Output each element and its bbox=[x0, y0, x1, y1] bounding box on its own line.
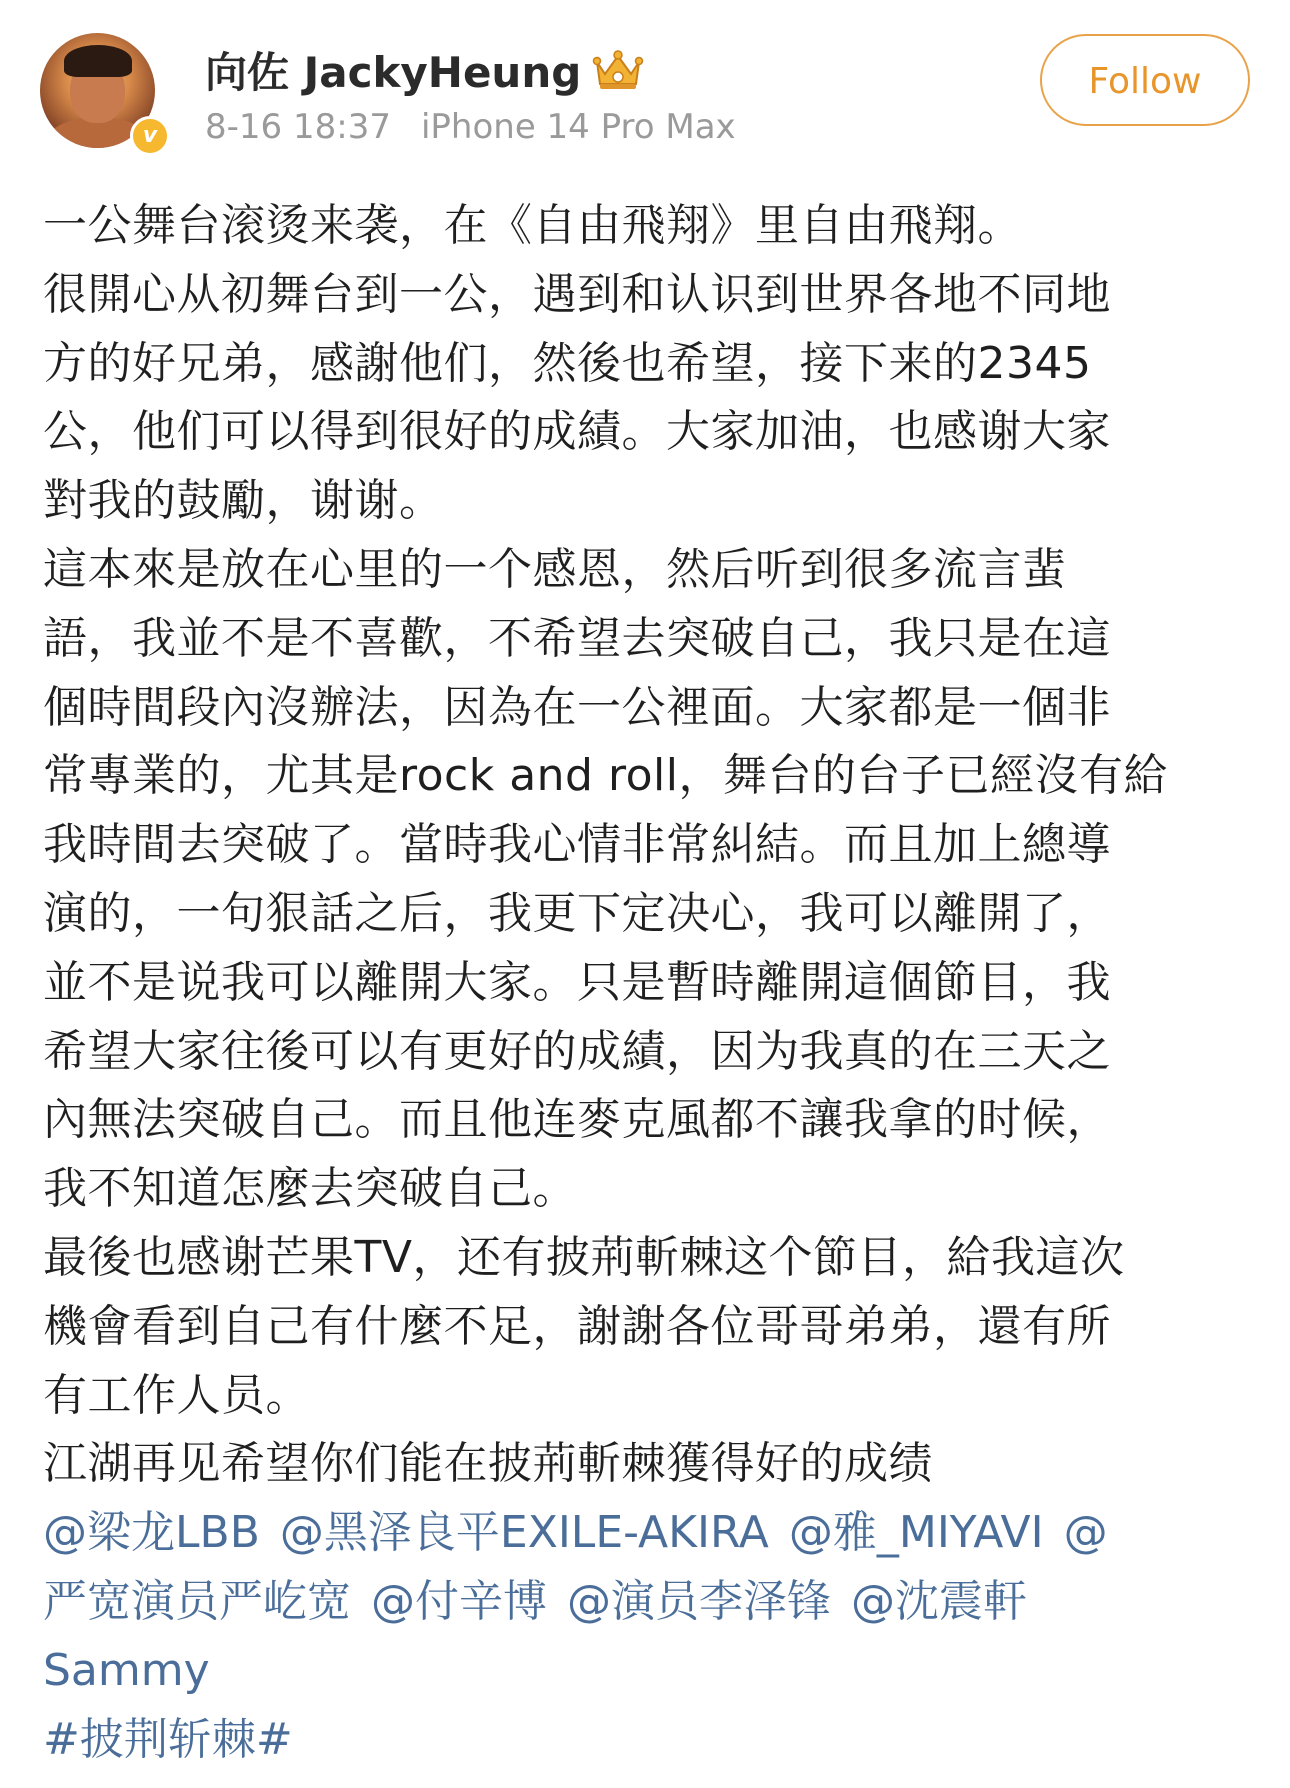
mention-link[interactable]: @雅_MIYAVI bbox=[788, 1507, 1044, 1559]
username-row bbox=[205, 40, 645, 100]
mention-link[interactable]: @演员李泽锋 bbox=[567, 1575, 831, 1627]
mention-link[interactable]: @沈震軒 bbox=[851, 1575, 1027, 1627]
post-text-line: 語，我並不是不喜歡，不希望去突破自己，我只是在這 bbox=[43, 612, 1111, 664]
hashtag-line bbox=[43, 1706, 1263, 1775]
post-text-line: 演的，一句狠話之后，我更下定决心，我可以離開了， bbox=[43, 887, 1111, 939]
post-device: iPhone 14 Pro Max bbox=[420, 107, 736, 147]
mention-link[interactable]: 严宽演员严屹宽 bbox=[43, 1575, 351, 1627]
post-text-line: 最後也感谢芒果TV，还有披荊斬棘这个節目，給我這次 bbox=[43, 1231, 1125, 1283]
avatar-hair bbox=[64, 45, 132, 77]
post-text-line: 方的好兄弟，感謝他们，然後也希望，接下来的2345 bbox=[43, 337, 1092, 389]
hashtag-link[interactable]: #披荆斩棘# bbox=[43, 1713, 293, 1765]
post-meta bbox=[205, 104, 736, 150]
mention-link[interactable]: @ bbox=[1063, 1507, 1108, 1559]
mentions-line bbox=[43, 1568, 1263, 1637]
post-text-line: 這本來是放在心里的一个感恩，然后听到很多流言蜚 bbox=[43, 543, 1067, 595]
post-header bbox=[0, 0, 1290, 160]
mentions-line bbox=[43, 1499, 1263, 1568]
post-text-line: 常專業的，尤其是rock and roll，舞台的台子已經沒有給 bbox=[43, 750, 1168, 802]
post-text-line: 我時間去突破了。當時我心情非常糾結。而且加上總導 bbox=[43, 819, 1111, 871]
post-text-line: 公，他们可以得到很好的成績。大家加油，也感谢大家 bbox=[43, 406, 1111, 458]
username[interactable]: 向佐 JackyHeung bbox=[205, 48, 582, 97]
post-text-line: 機會看到自己有什麼不足，謝謝各位哥哥弟弟，還有所 bbox=[43, 1300, 1111, 1352]
follow-button[interactable]: Follow bbox=[1040, 34, 1250, 126]
post-body bbox=[43, 192, 1263, 1774]
post-text-line: 希望大家往後可以有更好的成績，因为我真的在三天之 bbox=[43, 1025, 1111, 1077]
mention-link[interactable]: Sammy bbox=[43, 1644, 210, 1696]
post-text-line: 對我的鼓勵，谢谢。 bbox=[43, 475, 444, 527]
post-text-line: 我不知道怎麼去突破自己。 bbox=[43, 1163, 577, 1215]
mentions-line bbox=[43, 1637, 1263, 1706]
mention-link[interactable]: @梁龙LBB bbox=[43, 1507, 260, 1559]
mention-link[interactable]: @黑泽良平EXILE-AKIRA bbox=[279, 1507, 769, 1559]
post-text-line: 內無法突破自己。而且他连麥克風都不讓我拿的时候， bbox=[43, 1094, 1111, 1146]
crown-icon bbox=[591, 48, 645, 92]
post-timestamp: 8-16 18:37 bbox=[205, 107, 391, 147]
post-text-line: 江湖再见希望你们能在披荊斬棘獲得好的成绩 bbox=[43, 1438, 933, 1490]
post-text-line: 個時間段內沒辦法，因為在一公裡面。大家都是一個非 bbox=[43, 681, 1111, 733]
post-text-line: 一公舞台滚烫来袭，在《自由飛翔》里自由飛翔。 bbox=[43, 200, 1022, 251]
post-text-line: 並不是说我可以離開大家。只是暫時離開這個節目，我 bbox=[43, 956, 1111, 1008]
verified-badge-icon: v bbox=[130, 116, 170, 156]
post-text-line: 很開心从初舞台到一公，遇到和认识到世界各地不同地 bbox=[43, 268, 1111, 320]
mention-link[interactable]: @付辛博 bbox=[371, 1575, 547, 1627]
post-text-line: 有工作人员。 bbox=[43, 1369, 310, 1421]
